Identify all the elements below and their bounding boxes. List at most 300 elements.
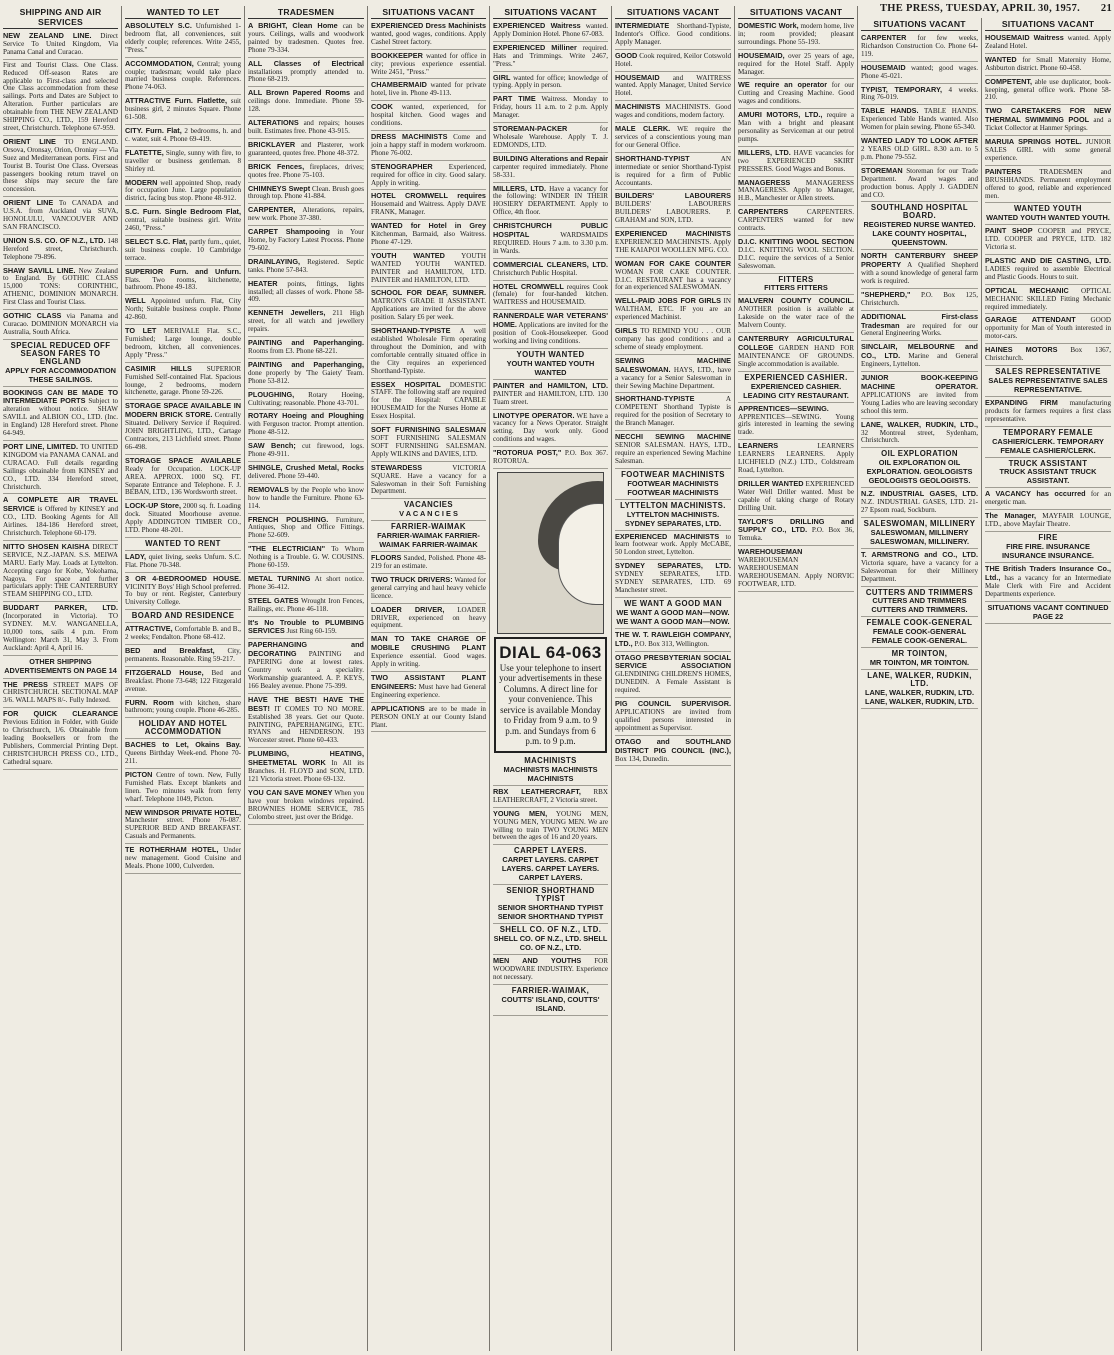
classified-ad <box>861 519 978 549</box>
classified-ad <box>3 137 118 197</box>
classified-ad <box>248 441 364 462</box>
ad-title: RBX LEATHERCRAFT, <box>493 786 581 796</box>
ad-body: YOUTH WANTED YOUTH WANTED. PAINTER and HAMILTON, LTD. PAINTER and HAMILTON, LTD. <box>371 251 486 284</box>
ad-body: Must have had General Engineering experience. <box>371 682 486 699</box>
ad-body: Wanted for general carrying and haul heavy vehicle licence. <box>371 575 486 600</box>
ad-body: MATRON'S GRADE II ASSISTANT. Applications are invited for the above position. Salary £6 per week. <box>371 297 486 322</box>
classified-ad <box>248 184 364 205</box>
ad-body: wanted for private hotel, live in. Phone 49-113. <box>371 81 486 98</box>
dial-promo <box>494 637 607 753</box>
ad-title: WANTED <box>985 54 1017 64</box>
column-heading: SITUATIONS VACANT <box>861 18 978 31</box>
ad-body: and WAITRESS wanted. Apply Manager, United Service Hotel. <box>615 73 731 98</box>
ad-title: COMPETENT, <box>985 76 1033 86</box>
ad-title: BOOKKEEPER <box>371 50 423 60</box>
ad-title: AMURI MOTORS, LTD., <box>738 110 823 120</box>
classified-ad <box>125 845 241 874</box>
classified-ad <box>3 341 118 387</box>
ad-body: Experience essential. Good wages. Apply in writing. <box>371 652 486 669</box>
ad-body: LADIES required to assemble Electrical and Plastic Goods. Hours to suit. <box>985 264 1111 281</box>
ad-body: HAYS, LTD., have a vacancy for a Senior Saleswoman in their Sewing Machine Department. <box>615 365 731 390</box>
column-4 <box>368 6 490 1351</box>
ad-title: FARRIER-WAIMAK <box>391 522 466 532</box>
ad-body: Kitchenman, Barmaid, also Waitress. Phone 47-129. <box>371 230 486 246</box>
classified-ad <box>861 550 978 587</box>
classified-ad <box>615 326 731 355</box>
ad-title: COMMERCIAL CLEANERS, LTD. <box>493 259 608 269</box>
ad-body: has a vacancy for an Intermediate Male Clerk with Fire and Accident Departments experience. <box>985 573 1111 598</box>
ad-title: JUNIOR BOOK-KEEPING MACHINE OPERATOR. <box>861 373 978 391</box>
ad-body: FIRE FIRE. INSURANCE INSURANCE INSURANCE. <box>1002 541 1094 560</box>
classified-ad <box>125 296 241 325</box>
classified-ad <box>248 463 364 484</box>
ad-body: and repairs; houses built. Estimates free. Phone 43-915. <box>248 119 365 135</box>
ad-body: Single, sunny with fire, to traveller or business gentleman. 8 Shirley rd. <box>125 148 241 173</box>
ad-body: Centrally Situated. Delivery Service if Required. JOHN BRIGHTLING, LTD., Cartage Contractors, 213 Lichfield street. Phone 66-498. <box>125 411 241 451</box>
ad-title: OTAGO and SOUTHLAND DISTRICT PIG COUNCIL (INC.), <box>615 736 731 755</box>
ad-body: MERIVALE Flat. S.C., Furnished; Large lounge, double bedroom, kitchen, all conveniences. Apply "Press." <box>125 327 241 359</box>
classified-ad <box>125 267 241 296</box>
ad-title: MEN AND YOUTHS <box>493 955 582 965</box>
classified-ad <box>248 118 364 139</box>
ad-title: STOREMAN <box>861 165 903 175</box>
ad-title: GIRLS <box>615 326 638 336</box>
ad-body: A well established Wholesale Firm operating throughout the Dominion, and with comfortable centrally situated office in the City requires an experienced Shorthand-Typiste. <box>371 327 486 375</box>
classified-ad <box>861 489 978 518</box>
ad-title: LINOTYPE OPERATOR. <box>493 410 575 420</box>
classified-ad <box>371 522 486 552</box>
ad-title: BRICKLAYER <box>248 139 296 149</box>
ad-body: wanted. Apply Dominion Hotel. Phone 67-083. <box>493 22 608 38</box>
classified-ad <box>861 671 978 709</box>
ad-body: Box 134, Dunedin. <box>615 754 669 763</box>
ad-title: WANTED TO RENT <box>145 538 221 548</box>
classified-ad <box>985 511 1111 532</box>
ad-body: SHELL CO. OF N.Z., LTD. SHELL CO. OF N.Z., LTD. <box>493 933 608 952</box>
ad-body: FOR WOODWARE INDUSTRY. Experience not necessary. <box>493 956 608 981</box>
ad-title: FRENCH POLISHING. <box>248 514 329 524</box>
column-heading: SITUATIONS VACANT <box>738 6 854 19</box>
ad-body: SUPERIOR Furnished Self-contained Flat. Spacious lounge, 2 bedrooms, modern kitchenette, garage. Phone 59-226. <box>125 364 241 397</box>
ad-body: Marine and General Engineers, Lyttelton. <box>861 352 978 369</box>
ad-body: 32 Montreal street, Sydenham, Christchurch. <box>861 428 978 445</box>
ad-title: MR TOINTON, <box>891 649 948 659</box>
ad-title: STEEL GATES <box>248 595 299 605</box>
classified-ad <box>493 154 608 183</box>
ad-body: Sanded, Polished. Phone 48-219 for an estimate. <box>371 554 486 571</box>
classified-ad <box>615 356 731 394</box>
ad-title: HOTEL CROMWELL requires <box>371 191 486 201</box>
ad-title: LOCK-UP Store, <box>125 501 182 511</box>
ad-title: HOUSEMAID Waitress <box>985 33 1064 42</box>
classified-ad <box>493 809 608 846</box>
classified-ad <box>125 698 241 719</box>
ad-title: MODERN <box>125 177 158 187</box>
ad-title: SOUTHLAND HOSPITAL BOARD. <box>870 203 969 221</box>
classified-ad <box>371 162 486 191</box>
column-heading: TRADESMEN <box>248 6 364 19</box>
ad-body: wanted. Apply Zealand Hotel. <box>985 34 1111 50</box>
classified-ad <box>985 315 1111 344</box>
ad-body: PAINTING and PAPERING done at lowest rates. Country work a speciality. Workmanship guaranteed. A. P. KEYS, 166 Bealey avenue. Phone 75-399. <box>248 650 364 690</box>
ad-body: can be yours. Ceilings, walls and woodwork painted by tradesmen. Quotes free. Phone 79-334. <box>248 22 364 54</box>
ad-title: YOU CAN SAVE MONEY <box>248 787 333 797</box>
ad-title: SHELL CO. OF N.Z., LTD. <box>499 925 602 935</box>
dial-text: Use your telephone to insert your advertisements in these Columns. A direct line for your convenience. This service is available Monday to Friday from 9 a.m. to 9 p.m. and Sundays from 6 p.m. to 9 p.m. <box>499 662 602 747</box>
ad-title: WE WANT A GOOD MAN <box>623 598 722 608</box>
ad-title: FLOORS <box>371 553 402 563</box>
ad-body: P.O. Box 125, Christchurch. <box>861 290 978 307</box>
ad-body: Previous Edition in Folder, with Guide to Christchurch, 1/6. Obtainable from leading Booksellers or from the Publishers, Commercial Printing Dept. CHRISTCHURCH PRESS CO., LTD., Cathedral square. <box>3 718 118 766</box>
ad-title: HAVE THE BEST! HAVE THE BEST! <box>248 694 364 713</box>
classified-ad <box>125 552 241 573</box>
ad-body: N.Z. INDUSTRIAL GASES, LTD. 21-27 Epsom road, Sockburn. <box>861 498 978 515</box>
ad-title: LANE, WALKER, RUDKIN, LTD. <box>867 671 972 689</box>
classified-ad <box>985 367 1111 397</box>
ad-title: PLASTIC AND DIE CASTING, LTD. <box>985 256 1111 266</box>
classified-ad <box>861 649 978 670</box>
classified-ad <box>493 956 608 985</box>
dial-number: DIAL 64-063 <box>499 642 602 662</box>
classified-ad <box>493 350 608 380</box>
ad-title: BOARD AND RESIDENCE <box>131 611 235 621</box>
classified-ad <box>371 80 486 101</box>
ad-title: YOUTH WANTED <box>516 349 585 359</box>
ad-title: FURN. Room <box>125 697 174 707</box>
ad-body: 2 bedrooms, h. and c. water, suit 4. Phone 69-419. <box>125 126 241 143</box>
ad-title: CHRISTCHURCH PUBLIC HOSPITAL <box>493 221 608 240</box>
ad-body: Victoria square, have a vacancy for a Saleswoman for their Millinery Department. <box>861 558 978 583</box>
ad-body: EXPERIENCED CASHIER. LEADING CITY RESTAURANT. <box>743 381 849 400</box>
classified-ad <box>985 77 1111 106</box>
ad-body: able use duplicator, book-keeping, general office work. Phone 58-210. <box>985 77 1112 102</box>
ad-title: BUDDART PARKER, LTD. <box>3 603 118 613</box>
ad-title: BUILDING Alterations and Repair <box>493 153 608 163</box>
classified-ad <box>371 102 486 131</box>
ad-title: SYDNEY SEPARATES, LTD. <box>615 561 731 571</box>
classified-ad <box>3 442 118 494</box>
ad-title: DOMESTIC Work, <box>738 21 799 30</box>
ad-title: TAYLOR'S DRILLING and SUPPLY CO., LTD. <box>738 516 854 535</box>
ad-body: Christchurch Public Hospital. <box>493 268 578 277</box>
classified-ad <box>248 596 364 617</box>
classified-ad <box>738 110 854 147</box>
classified-ad <box>738 373 854 403</box>
ad-title: OTHER SHIPPING ADVERTISEMENTS ON PAGE 14 <box>4 656 117 675</box>
ad-title: WANTED YOUTH <box>1014 204 1082 214</box>
ad-body: BUILDERS' LABOURERS BUILDERS' LABOURERS. P. GRAHAM and SON, LTD. <box>615 200 731 225</box>
ad-body: 211 High street, for all watch and jewellery repairs. <box>248 309 365 334</box>
ad-title: ROTARY Hoeing and Ploughing <box>248 411 364 421</box>
ad-body: Comfortable B. and B., 2 weeks; Fendalton. Phone 68-412. <box>125 625 241 642</box>
ad-body: A Qualified Shepherd with a sound knowledge of general farm work is required. <box>861 261 978 285</box>
ad-body: SALES REPRESENTATIVE SALES REPRESENTATIVE. <box>988 375 1108 394</box>
ad-title: YOUTH WANTED <box>371 250 445 260</box>
ad-body: 2 YEARS OLD GIRL. 8.30 a.m. to 5 p.m. Phone 79-552. <box>861 144 978 161</box>
ad-title: LANE, WALKER, RUDKIN, LTD., <box>861 419 978 429</box>
ad-title: CARPENTER <box>861 33 907 42</box>
ad-title: CASIMIR HILLS <box>125 363 192 373</box>
classified-ad <box>371 500 486 521</box>
ad-title: FITTERS <box>778 274 814 284</box>
classified-ad <box>248 279 364 308</box>
ad-title: STEWARDESS <box>371 462 423 472</box>
classified-ad <box>125 401 241 454</box>
ad-body: WANTED YOUTH WANTED YOUTH. <box>986 213 1110 223</box>
classified-ad <box>125 237 241 266</box>
ad-body: wanted; good wages. Phone 45-021. <box>861 63 978 80</box>
ad-body: EXPERIENCED Water Well Driller wanted. Must be capable of taking charge of Rotary Drilling Unit. <box>738 479 854 512</box>
ad-title: CARPENTERS <box>738 207 789 217</box>
ad-title: UNION S.S. CO. OF N.Z., LTD. <box>3 235 106 245</box>
column-heading: SITUATIONS VACANT <box>985 18 1111 31</box>
ad-title: INTERMEDIATE <box>615 21 670 30</box>
ad-body: requires Cook (female) for four-handed kitchen. WAITRESS and HOUSEMAID. <box>493 282 608 307</box>
column-9 <box>982 18 1114 1351</box>
ad-body: Manchester street. Phone 76-087. SUPERIOR BED AND BREAKFAST. Casuals and Permanents. <box>125 816 241 841</box>
ad-title: TE ROTHERHAM HOTEL, <box>125 845 219 855</box>
ad-title: ACCOMMODATION, <box>125 58 194 68</box>
classified-ad <box>985 137 1111 166</box>
classified-ad <box>248 88 364 117</box>
classified-ad <box>985 286 1111 315</box>
ad-title: A COMPLETE AIR TRAVEL SERVICE <box>3 495 118 514</box>
ad-body: well appointed Shop, ready for occupation June. Large population district, facing bus stop. Phone 48-912. <box>125 178 241 203</box>
column-8 <box>858 18 982 1351</box>
ad-body: wanted, good wages, conditions. Apply Cashel Street factory. <box>371 29 486 46</box>
ad-body: MACHINISTS MACHINISTS MACHINISTS <box>503 764 598 783</box>
ad-body: When you have your broken windows repaired. BROWNIES HOME SERVICE, 785 Colombo street, just over the Bridge. <box>248 788 364 821</box>
classified-ad <box>493 448 608 469</box>
ad-body: partly furn., quiet, suit business couple. 10 Cambridge terrace. <box>125 237 242 262</box>
ad-title: STORAGE SPACE AVAILABLE IN MODERN BRICK STORE. <box>125 401 241 420</box>
classified-ad <box>248 140 364 161</box>
ad-body: Come and join a happy staff in modern workroom. Phone 76-002. <box>371 132 486 157</box>
ad-body: SENIOR SHORTHAND TYPIST SENIOR SHORTHAND TYPIST <box>497 903 604 922</box>
ad-title: SAW Bench; <box>248 441 296 451</box>
classified-ad <box>493 925 608 955</box>
ad-title: NEW WINDSOR PRIVATE HOTEL, <box>125 807 241 817</box>
classified-ad <box>861 290 978 311</box>
classified-ad <box>3 31 118 60</box>
ad-body: EXPERIENCED MACHINISTS. Apply THE KAIAPOI WOOLLEN MFG. CO. <box>615 237 731 254</box>
ad-body: manufacturing products for farmers requires a first class representative. <box>985 398 1111 423</box>
ad-title: PAINT SHOP <box>985 226 1033 236</box>
classified-ad <box>493 282 608 311</box>
classified-ad <box>3 709 118 769</box>
classified-ad <box>493 21 608 42</box>
ad-body: over 25 years of age, required for the Hotel Staff. Apply Manager. <box>738 51 854 76</box>
classified-ad <box>125 364 241 401</box>
ad-body: Registered. Septic tanks. Phone 57-843. <box>248 257 364 274</box>
classified-ad <box>615 737 731 767</box>
classified-ad <box>493 787 608 808</box>
ad-title: CANTERBURY AGRICULTURAL COLLEGE <box>738 334 854 352</box>
classified-ad <box>493 221 608 259</box>
ad-title: HOLIDAY AND HOTEL ACCOMMODATION <box>138 719 228 737</box>
ad-title: N.Z. INDUSTRIAL GASES, LTD. <box>861 489 978 499</box>
ad-title: GARAGE ATTENDANT <box>985 315 1076 325</box>
ad-title: TEMPORARY FEMALE <box>1002 427 1093 437</box>
classified-ad <box>738 334 854 372</box>
ad-title: HOUSEMAID, <box>738 50 785 60</box>
classified-ad <box>371 553 486 574</box>
ad-body: First and Tourist Class. One Class. Reduced Off-season Rates are applicable to First-class and selected One Class accommodation from these sailings. Ports and Dates are Subject to Alteration. Further particulars are obtainable from THE NEW ZEALAND SHIPPING CO., LTD., 159 Hereford street, Christchurch. Telephone 67-959. <box>3 60 118 132</box>
classified-ad <box>248 749 364 787</box>
classified-ad <box>738 404 854 441</box>
ad-title: NORTH CANTERBURY SHEEP PROPERTY <box>861 251 978 270</box>
ad-body: Housemaid and Waitress. Apply DAVE FRANK, Manager. <box>371 200 486 217</box>
ad-body: P.O. Box 313, Wellington. <box>634 639 709 648</box>
classified-ad <box>615 154 731 191</box>
ad-body: APPLY FOR ACCOMMODATION THESE SAILINGS. <box>5 365 116 384</box>
ad-title: WELL <box>125 296 146 306</box>
classified-ad <box>3 236 118 265</box>
ad-title: SALES REPRESENTATIVE <box>995 367 1101 376</box>
ad-body: REGISTERED NURSE WANTED. LAKE COUNTY HOSPITAL, QUEENSTOWN. <box>863 220 976 248</box>
ad-title: YOUNG MEN, <box>493 808 548 818</box>
classified-ad <box>248 338 364 359</box>
classified-ad <box>125 808 241 845</box>
classified-ad <box>125 207 241 236</box>
ad-body: A COMPETENT Shorthand Typiste is required for the position of Secretary to the Branch Manager. <box>615 395 731 428</box>
classified-ad <box>738 51 854 80</box>
ad-body: suit business girl, 2 minutes Square. Phone 61-508. <box>125 97 241 122</box>
ad-body: Ready for Occupation. LOCK-UP AREA. APPROX. 1000 SQ. FT. Separate Entrance and Telephone. F. J. BEBAN, LTD., 136 Wordsworth street. <box>125 464 241 497</box>
classified-ad <box>3 388 118 441</box>
ad-body: for Small Maternity Home, Ashburton district. Phone 60-458. <box>985 55 1111 72</box>
ad-title: FITZGERALD House, <box>125 667 204 677</box>
classified-ad <box>861 203 978 250</box>
ad-body: SYDNEY SEPARATES, LTD. SYDNEY SEPARATES, LTD. 69 Manchester street. <box>615 570 731 594</box>
ad-title: FARRIER-WAIMAK, <box>511 985 590 995</box>
ad-title: FOOTWEAR MACHINISTS <box>621 469 725 479</box>
classified-ad <box>861 342 978 372</box>
classified-ad <box>738 148 854 177</box>
ad-title: APPLICATIONS <box>371 703 425 713</box>
ad-title: METAL TURNING <box>248 573 311 583</box>
classified-ad <box>371 704 486 733</box>
classified-ad <box>985 489 1111 510</box>
ad-body: modern home, live in; room provided; pleasant surroundings. Phone 55-193. <box>738 22 854 46</box>
ad-body: MANAGERESS MANAGERESS. Apply to Manager, H.B., Manchester or Allen streets. <box>738 178 854 203</box>
ad-title: GOOD <box>615 50 638 60</box>
classified-ad <box>985 256 1111 285</box>
ad-body: quiet living, seeks Unfurn. S.C. Flat. Phone 70-348. <box>125 552 241 569</box>
classified-ad <box>248 640 364 693</box>
classified-ad <box>861 449 978 488</box>
classified-ad <box>615 532 731 561</box>
ad-title: WOMAN FOR CAKE COUNTER <box>615 258 731 268</box>
ad-body: TO UNITED KINGDOM via PANAMA CANAL and CURACAO. Full details regarding Sailings obtainable from KINSEY and CO., LTD. 334 Hereford street, Christchurch. <box>3 442 118 491</box>
classified-ad <box>985 226 1111 255</box>
ad-body: WOMAN FOR CAKE COUNTER. D.I.C. RESTAURANT has a vacancy for an experienced SALESWOMAN. <box>615 267 731 292</box>
classified-ad <box>371 221 486 250</box>
ad-title: MACHINISTS <box>615 102 661 112</box>
classified-ad <box>248 162 364 183</box>
classified-ad <box>985 603 1111 625</box>
ad-body: and a Ticket Collector at Hanmer Springs. <box>985 116 1111 133</box>
ad-body: APPLICATIONS are invited from Young Ladies who are leaving secondary school this term. <box>861 390 978 415</box>
ad-title: PAPERHANGING and DECORATING <box>248 640 364 659</box>
classified-ad <box>615 699 731 736</box>
classified-ad <box>371 251 486 288</box>
classified-ad <box>985 55 1111 76</box>
classified-ad <box>125 611 241 623</box>
classified-ad <box>125 646 241 667</box>
classified-ad <box>615 296 731 325</box>
ad-title: RANNERDALE WAR VETERANS' HOME. <box>493 311 608 330</box>
ad-title: LADY, <box>125 551 147 561</box>
ad-body: To Whom Nothing is a Trouble. G. W. COUSINS. Phone 60-159. <box>248 545 364 570</box>
classified-ad <box>861 166 978 203</box>
ad-body: GLENDINING CHILDREN'S HOMES, DUNEDIN. A Female Assistant is required. <box>615 670 731 695</box>
ad-body: FITTERS FITTERS <box>764 283 828 293</box>
ad-title: NECCHI SEWING MACHINE <box>615 432 731 442</box>
ad-body: Centre of town. New, Fully Furnished Flats. Except blankets and linen. Two minutes walk from ferry wharf. Telephone 1049, Picton. <box>125 770 241 803</box>
ad-body: Furniture, Antiques, Shop and Office Fittings. Phone 52-609. <box>248 515 364 540</box>
column-heading: SITUATIONS VACANT <box>493 6 608 19</box>
ad-title: COOK <box>371 102 393 112</box>
classified-ad <box>125 719 241 739</box>
classified-ad <box>985 345 1111 366</box>
ad-body: and ceilings done. Immediate. Phone 59-128. <box>248 89 364 114</box>
ad-body: STREET MAPS OF CHRISTCHURCH. SECTIONAL MAP 3/6. WALL MAPS 8/-. Fully Indexed. <box>3 680 118 705</box>
ad-title: EXPERIENCED MACHINISTS <box>615 531 720 541</box>
column-6 <box>612 6 735 1351</box>
ad-body: wanted, experienced, for hospital kitchen. Good wages and conditions. <box>371 103 486 128</box>
ad-title: MALVERN COUNTY COUNCIL. <box>738 296 854 306</box>
column-heading: WANTED TO LET <box>125 6 241 19</box>
ad-title: SHORTHAND-TYPISTE <box>371 326 451 336</box>
column-heading: SHIPPING AND AIR SERVICES <box>3 6 118 29</box>
woman-on-telephone-illustration <box>497 472 604 634</box>
ad-title: PAINTERS <box>985 166 1022 176</box>
ad-title: DRILLER WANTED <box>738 478 804 488</box>
ad-body: for our Cutting and Creasing Machine. Good wages and conditions. <box>738 81 854 106</box>
ad-title: WANTED LADY TO LOOK AFTER <box>861 136 978 146</box>
ad-body: are to be made in PERSON ONLY at our County Island Plant. <box>371 704 486 729</box>
classified-ad <box>3 61 118 136</box>
ad-body: for Wholesale Warehouse. Apply T. J. EDMONDS, LTD. <box>493 125 608 149</box>
ad-title: CARPET Shampooing <box>248 227 330 237</box>
ad-body: Flats. Two rooms, kitchenette, bathroom. Phone 49-183. <box>125 275 241 292</box>
classified-ad <box>861 106 978 135</box>
ad-body: Bed and Breakfast. Phone 73-648; 122 Fitzgerald avenue. <box>125 668 241 693</box>
ad-body: YOUNG MEN, YOUNG MEN, YOUNG MEN. We are willing to train TWO YOUNG MEN between the ages of 16 and 20 years. <box>493 809 608 842</box>
ad-title: CHIMNEYS Swept <box>248 183 311 193</box>
classified-ad <box>371 191 486 220</box>
classified-ad <box>248 515 364 544</box>
ad-body: WE require the services of a conscientious young man for our General Office. <box>615 125 731 149</box>
classified-ad <box>615 21 731 50</box>
ad-title: FOR QUICK CLEARANCE <box>3 709 118 719</box>
ad-body: WE have a vacancy for a News Operator. Straight setting. Day work only. Good conditions and wages. <box>493 411 608 444</box>
classified-ad <box>3 311 118 340</box>
classified-ad <box>371 575 486 604</box>
ad-body: PAINTER and HAMILTON, LTD. 130 Tuam street. <box>493 389 608 406</box>
ad-body: OPTICAL MECHANIC SKILLED Fitting Mechanic required immediately. <box>985 286 1111 311</box>
ad-title: THE British Traders Insurance Co., Ltd., <box>985 563 1111 582</box>
column-2 <box>122 6 245 1351</box>
ad-title: ALL Classes of Electrical <box>248 58 364 68</box>
ad-body: wanted for office; knowledge of typing. Apply in person. <box>493 73 608 90</box>
classified-ad <box>493 124 608 153</box>
classified-ad <box>738 207 854 236</box>
ad-body: Applications are invited for the position of Cook-Housekeeper. Good working and living conditions. <box>493 321 608 345</box>
classified-ad <box>493 986 608 1016</box>
classified-ad <box>738 80 854 109</box>
